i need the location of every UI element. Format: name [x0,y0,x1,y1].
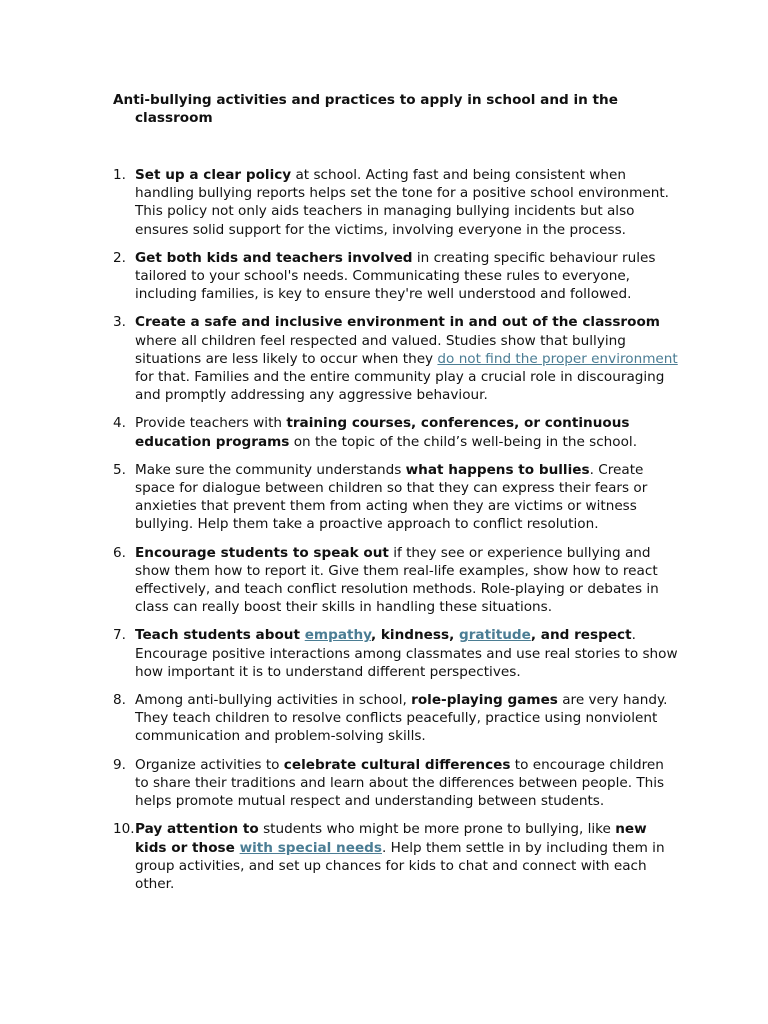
list-item-text [135,691,679,746]
text-run: Among anti-bullying activities in school, [135,692,412,709]
list-item [113,249,679,304]
bold-phrase: Get both kids and teachers involved [135,249,413,266]
list-item-text [135,249,679,304]
text-run: . Encourage positive interactions among classmates and use real stories to show how important it is to understand different perspectives. [135,627,678,680]
list-item-text [135,414,679,450]
inline-link[interactable]: with special needs [239,839,382,856]
list-item-text [135,820,679,893]
text-run: . Create space for dialogue between children so that they can express their fears or anxieties that prevent them from acting when they are victims or witness bullying. Help them take a proactive approach to conflict resolution. [135,461,648,533]
bold-phrase: Pay attention to [135,821,259,838]
list-item [113,691,679,746]
list-item [113,313,679,404]
list-item-text [135,166,679,239]
bold-phrase: Encourage students to speak out [135,544,389,561]
text-run: if they see or experience bullying and show them how to report it. Give them real-life examples, show how to react effectively, and teach conflict resolution methods. Role-playing or debates in class can really boost their skills in handling these situations. [135,544,659,616]
list-item-number: 7. [113,627,126,644]
list-item-number: 8. [113,692,126,709]
bold-phrase: celebrate cultural differences [283,756,511,773]
text-run: . Help them settle in by including them in group activities, and set up chances for kids to chat and connect with each other. [135,839,665,892]
bold-phrase: training courses, conferences, or continuous education programs [135,415,630,450]
list-item [113,820,679,893]
bold-phrase: role-playing games [411,692,558,709]
list-item-number: 4. [113,415,126,432]
bold-phrase: what happens to bullies [405,461,590,478]
list-item-number: 6. [113,544,126,561]
inline-link[interactable]: gratitude [458,627,531,644]
list-item [113,166,679,239]
list-item-text [135,544,679,617]
text-run: are very handy. They teach children to resolve conflicts peacefully, practice using nonviolent communication and problem-solving skills. [135,692,668,745]
numbered-list [113,166,679,903]
list-item-text [135,756,679,811]
list-item-number: 1. [113,167,126,183]
list-item-number: 10. [113,821,135,838]
list-item [113,626,679,681]
bold-phrase: new kids or those [135,821,647,856]
list-item-number: 9. [113,756,126,773]
list-item [113,414,679,450]
inline-link[interactable]: do not find the proper environment [437,350,678,367]
bold-phrase: , and respect [530,627,632,644]
text-run: to encourage children to share their traditions and learn about the differences between people. This helps promote mutual respect and understanding between students. [135,756,665,810]
list-item [113,544,679,617]
bold-phrase: , kindness, [370,627,459,644]
text-run: Organize activities to [135,756,284,773]
text-run: Make sure the community understands [135,461,406,478]
inline-link[interactable]: empathy [304,627,371,644]
list-item-number: 2. [113,249,126,266]
list-item-text [135,313,679,404]
text-run: Provide teachers with [135,415,287,432]
text-run: students who might be more prone to bullying, like [258,821,616,838]
list-item-number: 3. [113,314,126,331]
document-title: Anti-bullying activities and practices to apply in school and in the classroom [113,92,618,127]
list-item-text [135,626,679,681]
text-run: at school. Acting fast and being consistent when handling bullying reports helps set the tone for a positive school environment. This policy not only aids teachers in managing bullying incidents but also ensures solid support for the victims, involving everyone in the process. [135,167,669,238]
text-run: for that. Families and the entire community play a crucial role in discouraging and promptly addressing any aggressive behaviour. [135,369,665,404]
list-item [113,756,679,811]
list-item-text [135,461,679,534]
text-run: on the topic of the child’s well-being in the school. [289,433,638,450]
bold-phrase: Set up a clear policy [135,167,292,183]
list-item-number: 5. [113,461,126,478]
text-run: where all children feel respected and valued. Studies show that bullying situations are less likely to occur when they [135,332,626,367]
bold-phrase: Teach students about [135,627,305,644]
list-item [113,461,679,534]
bold-phrase: Create a safe and inclusive environment in and out of the classroom [135,314,660,331]
text-run: in creating specific behaviour rules tailored to your school's needs. Communicating these rules to everyone, including families, is key to ensure they're well understood and followed. [135,249,656,303]
